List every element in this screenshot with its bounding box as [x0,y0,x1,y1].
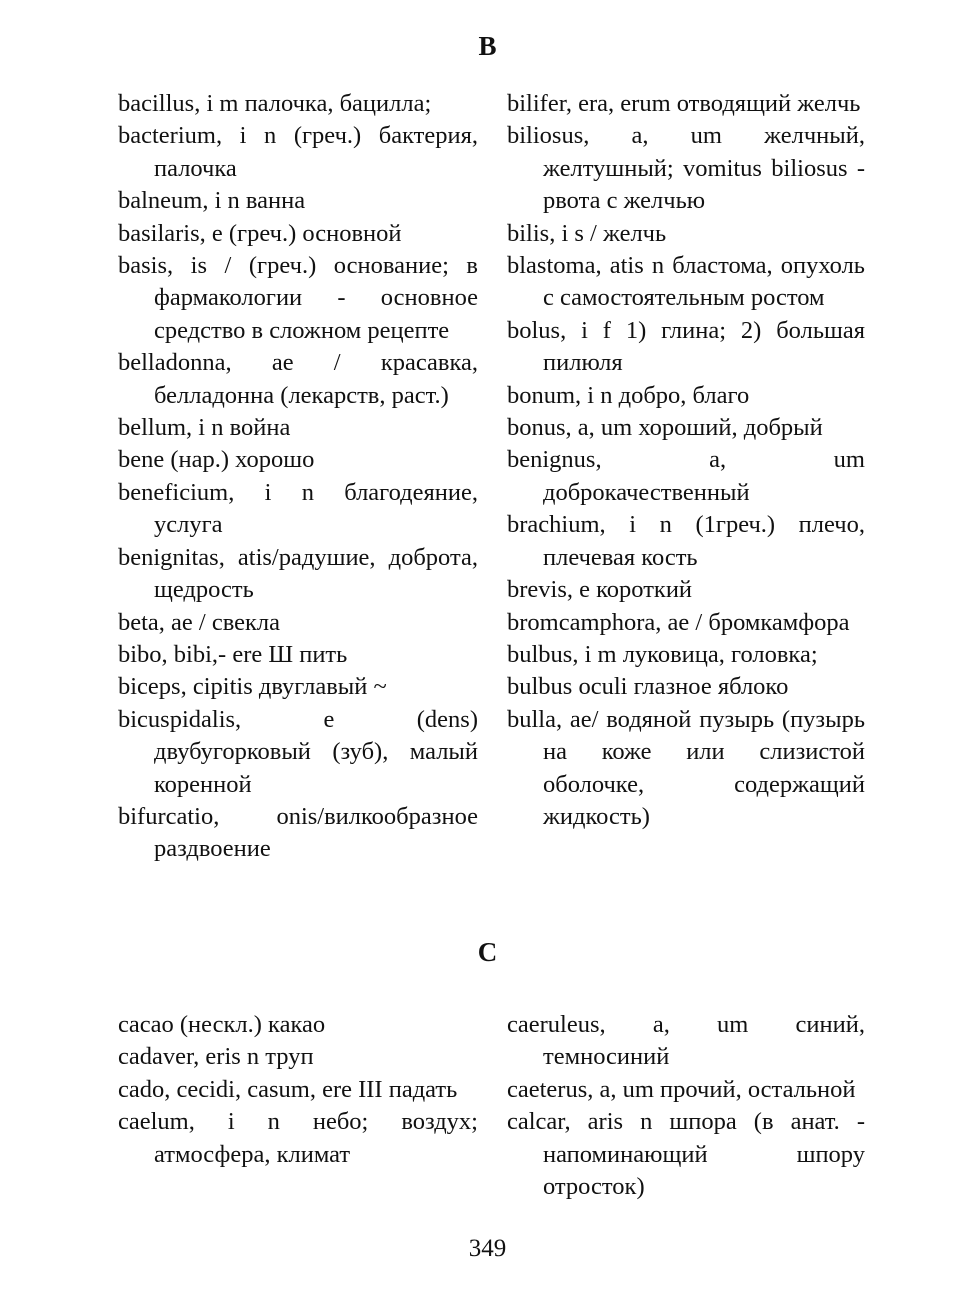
dictionary-entry: cadaver, eris n труп [118,1043,314,1071]
column-left-b [118,88,478,866]
dictionary-entry: benignitas, atis/радушие, доброта, щедрость [118,543,478,604]
dictionary-entry: caeterus, a, um прочий, остальной [507,1075,856,1103]
dictionary-entry: bonum, i n добро, благо [507,381,750,409]
dictionary-entry: bulla, ae/ водяной пузырь (пузырь на коже или слизистой оболочке, содержащий жидкость) [507,705,865,830]
dictionary-entry: bacterium, i n (греч.) бактерия, палочка [118,122,478,182]
dictionary-entry: bulbus, i m луковица, головка; [507,640,818,668]
dictionary-entry: bonus, a, um хороший, добрый [507,414,823,442]
dictionary-entry: beneficium, i n благодеяние, услуга [118,478,478,539]
column-left-c [118,1009,478,1171]
dictionary-entry: bilifer, era, erum отводящий желчь [507,90,861,117]
page-number: 349 [468,1235,507,1262]
dictionary-entry: balneum, i n ванна [118,187,306,215]
section-heading-c: C [477,937,498,967]
dictionary-entry: bibo, bibi,- ere Ш пить [118,640,348,668]
column-right-c [507,1009,865,1203]
dictionary-entry: basis, is / (греч.) основание; в фармакологии - основное средство в сложном рецепте [118,252,478,344]
dictionary-entry: beta, ae / свекла [118,608,281,636]
dictionary-entry: cacao (нескл.) какао [118,1011,326,1038]
dictionary-entry: cado, cecidi, casum, ere III падать [118,1075,458,1103]
dictionary-entry: brevis, e короткий [507,576,693,604]
dictionary-entry: blastoma, atis n бластома, опухоль с самостоятельным ростом [507,252,865,312]
dictionary-entry: benignus, a, um доброкачественный [507,446,865,506]
dictionary-entry: bacillus, i m палочка, бацилла; [118,90,432,117]
dictionary-entry: bellum, i n война [118,414,291,442]
dictionary-entry: bromcamphora, ae / бромкамфора [507,608,850,636]
dictionary-entry: bifurcatio, onis/вилкообразное раздвоение [118,802,478,863]
dictionary-entry: brachium, i n (1греч.) плечо, плечевая кость [507,511,865,571]
dictionary-entry: belladonna, ae / красавка, белладонна (лекарств, раст.) [118,349,478,409]
dictionary-entry: bolus, i f 1) глина; 2) большая пилюля [507,316,865,377]
dictionary-entry: bilis, i s / желчь [507,219,667,247]
dictionary-entry: calcar, aris n шпора (в анат. - напоминающий шпору отросток) [507,1108,865,1201]
column-right-b [507,88,865,833]
dictionary-entry: caeruleus, a, um синий, темносиний [507,1011,865,1071]
dictionary-entry: biceps, cipitis двуглавый ~ [118,673,387,701]
dictionary-entry: bulbus oculi глазное яблоко [507,673,789,701]
dictionary-entry: bicuspidalis, e (dens) двубугорковый (зуб), малый коренной [118,705,478,798]
section-heading-b: B [478,31,497,61]
dictionary-entry: caelum, i n небо; воздух; атмосфера, климат [118,1108,478,1168]
dictionary-entry: basilaris, e (греч.) основной [118,219,402,247]
dictionary-entry: biliosus, a, um желчный, желтушный; vomitus biliosus - рвота с желчью [507,122,865,215]
dictionary-entry: bene (нар.) хорошо [118,446,315,474]
